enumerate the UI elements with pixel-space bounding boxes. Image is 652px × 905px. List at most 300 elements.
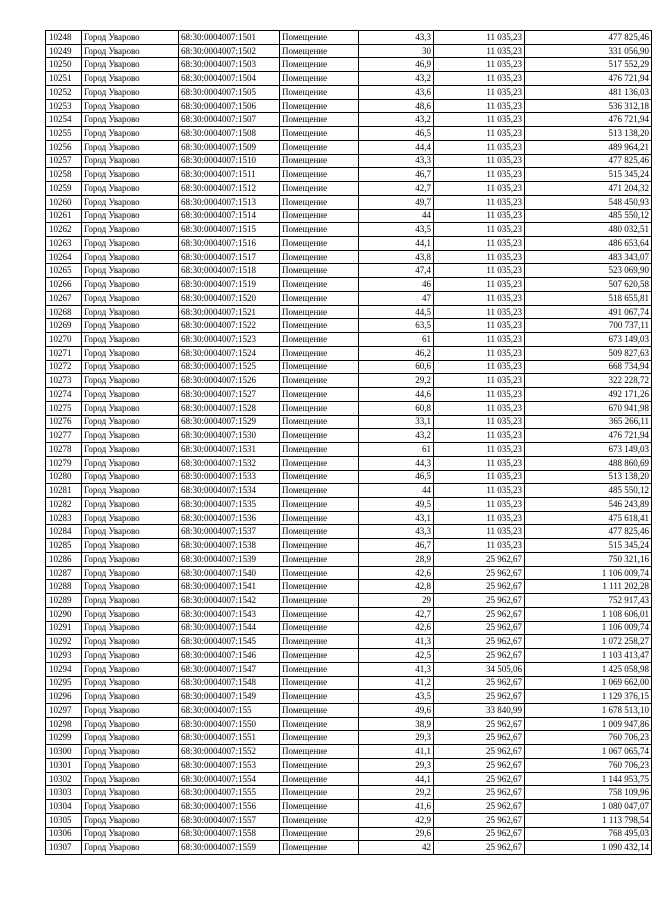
row-number-cell: 10260 bbox=[46, 195, 82, 209]
city-name-cell: Город Уварово bbox=[82, 827, 179, 841]
table-row bbox=[46, 525, 652, 539]
object-type-cell: Помещение bbox=[280, 72, 359, 86]
unit-price-cell: 25 962,67 bbox=[434, 731, 525, 745]
area-value-cell: 44 bbox=[359, 209, 434, 223]
row-number-cell: 10248 bbox=[46, 31, 82, 45]
city-name-cell: Город Уварово bbox=[82, 525, 179, 539]
unit-price-cell: 11 035,23 bbox=[434, 360, 525, 374]
row-number-cell: 10285 bbox=[46, 539, 82, 553]
area-value-cell: 44,4 bbox=[359, 140, 434, 154]
row-number-cell: 10306 bbox=[46, 827, 82, 841]
city-name-cell: Город Уварово bbox=[82, 484, 179, 498]
city-name-cell: Город Уварово bbox=[82, 552, 179, 566]
object-type-cell: Помещение bbox=[280, 827, 359, 841]
table-row bbox=[46, 223, 652, 237]
area-value-cell: 47 bbox=[359, 291, 434, 305]
cadastral-value-cell: 673 149,03 bbox=[525, 333, 652, 347]
city-name-cell: Город Уварово bbox=[82, 127, 179, 141]
cadastral-number-cell: 68:30:0004007:1523 bbox=[179, 333, 280, 347]
cadastral-number-cell: 68:30:0004007:1511 bbox=[179, 168, 280, 182]
cadastral-number-cell: 68:30:0004007:1520 bbox=[179, 291, 280, 305]
object-type-cell: Помещение bbox=[280, 113, 359, 127]
city-name-cell: Город Уварово bbox=[82, 745, 179, 759]
unit-price-cell: 11 035,23 bbox=[434, 168, 525, 182]
cadastral-value-cell: 515 345,24 bbox=[525, 539, 652, 553]
row-number-cell: 10276 bbox=[46, 415, 82, 429]
area-value-cell: 46 bbox=[359, 278, 434, 292]
area-value-cell: 43,5 bbox=[359, 223, 434, 237]
row-number-cell: 10273 bbox=[46, 374, 82, 388]
unit-price-cell: 11 035,23 bbox=[434, 209, 525, 223]
area-value-cell: 63,5 bbox=[359, 319, 434, 333]
table-row bbox=[46, 237, 652, 251]
cadastral-value-cell: 331 056,90 bbox=[525, 44, 652, 58]
cadastral-value-cell: 491 067,74 bbox=[525, 305, 652, 319]
table-row bbox=[46, 127, 652, 141]
cadastral-value-cell: 1 108 606,01 bbox=[525, 607, 652, 621]
unit-price-cell: 25 962,67 bbox=[434, 676, 525, 690]
unit-price-cell: 25 962,67 bbox=[434, 800, 525, 814]
unit-price-cell: 25 962,67 bbox=[434, 566, 525, 580]
unit-price-cell: 11 035,23 bbox=[434, 374, 525, 388]
object-type-cell: Помещение bbox=[280, 786, 359, 800]
cadastral-number-cell: 68:30:0004007:1534 bbox=[179, 484, 280, 498]
area-value-cell: 43,8 bbox=[359, 250, 434, 264]
table-row bbox=[46, 594, 652, 608]
area-value-cell: 29,2 bbox=[359, 374, 434, 388]
table-row bbox=[46, 662, 652, 676]
city-name-cell: Город Уварово bbox=[82, 195, 179, 209]
object-type-cell: Помещение bbox=[280, 429, 359, 443]
object-type-cell: Помещение bbox=[280, 841, 359, 855]
unit-price-cell: 11 035,23 bbox=[434, 195, 525, 209]
cadastral-value-cell: 1 425 058,98 bbox=[525, 662, 652, 676]
cadastral-value-cell: 485 550,12 bbox=[525, 484, 652, 498]
row-number-cell: 10299 bbox=[46, 731, 82, 745]
table-row bbox=[46, 745, 652, 759]
unit-price-cell: 11 035,23 bbox=[434, 346, 525, 360]
row-number-cell: 10254 bbox=[46, 113, 82, 127]
object-type-cell: Помещение bbox=[280, 676, 359, 690]
object-type-cell: Помещение bbox=[280, 154, 359, 168]
table-row bbox=[46, 31, 652, 45]
cadastral-number-cell: 68:30:0004007:1557 bbox=[179, 813, 280, 827]
area-value-cell: 41,2 bbox=[359, 676, 434, 690]
unit-price-cell: 11 035,23 bbox=[434, 388, 525, 402]
table-row bbox=[46, 388, 652, 402]
unit-price-cell: 25 962,67 bbox=[434, 552, 525, 566]
city-name-cell: Город Уварово bbox=[82, 676, 179, 690]
city-name-cell: Город Уварово bbox=[82, 470, 179, 484]
area-value-cell: 46,7 bbox=[359, 168, 434, 182]
city-name-cell: Город Уварово bbox=[82, 401, 179, 415]
area-value-cell: 60,8 bbox=[359, 401, 434, 415]
cadastral-number-cell: 68:30:0004007:1533 bbox=[179, 470, 280, 484]
area-value-cell: 44 bbox=[359, 484, 434, 498]
object-type-cell: Помещение bbox=[280, 456, 359, 470]
cadastral-number-cell: 68:30:0004007:1519 bbox=[179, 278, 280, 292]
unit-price-cell: 11 035,23 bbox=[434, 278, 525, 292]
table-row bbox=[46, 168, 652, 182]
row-number-cell: 10305 bbox=[46, 813, 82, 827]
object-type-cell: Помещение bbox=[280, 58, 359, 72]
unit-price-cell: 11 035,23 bbox=[434, 44, 525, 58]
object-type-cell: Помещение bbox=[280, 511, 359, 525]
area-value-cell: 29 bbox=[359, 594, 434, 608]
row-number-cell: 10298 bbox=[46, 717, 82, 731]
table-row bbox=[46, 182, 652, 196]
object-type-cell: Помещение bbox=[280, 374, 359, 388]
object-type-cell: Помещение bbox=[280, 662, 359, 676]
cadastral-value-cell: 518 655,81 bbox=[525, 291, 652, 305]
area-value-cell: 41,1 bbox=[359, 745, 434, 759]
cadastral-number-cell: 68:30:0004007:1510 bbox=[179, 154, 280, 168]
cadastral-value-cell: 507 620,58 bbox=[525, 278, 652, 292]
unit-price-cell: 11 035,23 bbox=[434, 443, 525, 457]
cadastral-number-cell: 68:30:0004007:1514 bbox=[179, 209, 280, 223]
table-row bbox=[46, 319, 652, 333]
area-value-cell: 29,2 bbox=[359, 786, 434, 800]
city-name-cell: Город Уварово bbox=[82, 539, 179, 553]
row-number-cell: 10279 bbox=[46, 456, 82, 470]
object-type-cell: Помещение bbox=[280, 237, 359, 251]
unit-price-cell: 11 035,23 bbox=[434, 484, 525, 498]
cadastral-value-cell: 492 171,26 bbox=[525, 388, 652, 402]
unit-price-cell: 11 035,23 bbox=[434, 85, 525, 99]
cadastral-number-cell: 68:30:0004007:1522 bbox=[179, 319, 280, 333]
cadastral-number-cell: 68:30:0004007:1543 bbox=[179, 607, 280, 621]
row-number-cell: 10266 bbox=[46, 278, 82, 292]
table-row bbox=[46, 690, 652, 704]
object-type-cell: Помещение bbox=[280, 731, 359, 745]
table-row bbox=[46, 827, 652, 841]
cadastral-value-cell: 1 144 953,75 bbox=[525, 772, 652, 786]
object-type-cell: Помещение bbox=[280, 539, 359, 553]
table-row bbox=[46, 511, 652, 525]
area-value-cell: 46,5 bbox=[359, 127, 434, 141]
unit-price-cell: 11 035,23 bbox=[434, 113, 525, 127]
row-number-cell: 10301 bbox=[46, 758, 82, 772]
row-number-cell: 10269 bbox=[46, 319, 82, 333]
cadastral-value-cell: 488 860,69 bbox=[525, 456, 652, 470]
city-name-cell: Город Уварово bbox=[82, 346, 179, 360]
cadastral-number-cell: 68:30:0004007:1512 bbox=[179, 182, 280, 196]
city-name-cell: Город Уварово bbox=[82, 511, 179, 525]
row-number-cell: 10281 bbox=[46, 484, 82, 498]
cadastral-number-cell: 68:30:0004007:1548 bbox=[179, 676, 280, 690]
row-number-cell: 10271 bbox=[46, 346, 82, 360]
city-name-cell: Город Уварово bbox=[82, 703, 179, 717]
object-type-cell: Помещение bbox=[280, 566, 359, 580]
area-value-cell: 42 bbox=[359, 841, 434, 855]
area-value-cell: 42,8 bbox=[359, 580, 434, 594]
row-number-cell: 10284 bbox=[46, 525, 82, 539]
unit-price-cell: 25 962,67 bbox=[434, 841, 525, 855]
cadastral-value-cell: 486 653,64 bbox=[525, 237, 652, 251]
table-row bbox=[46, 772, 652, 786]
city-name-cell: Город Уварово bbox=[82, 443, 179, 457]
cadastral-number-cell: 68:30:0004007:1504 bbox=[179, 72, 280, 86]
cadastral-number-cell: 68:30:0004007:1538 bbox=[179, 539, 280, 553]
cadastral-value-cell: 548 450,93 bbox=[525, 195, 652, 209]
cadastral-value-cell: 752 917,43 bbox=[525, 594, 652, 608]
cadastral-value-cell: 476 721,94 bbox=[525, 429, 652, 443]
area-value-cell: 43,2 bbox=[359, 72, 434, 86]
unit-price-cell: 11 035,23 bbox=[434, 470, 525, 484]
object-type-cell: Помещение bbox=[280, 127, 359, 141]
cadastral-number-cell: 68:30:0004007:1517 bbox=[179, 250, 280, 264]
row-number-cell: 10258 bbox=[46, 168, 82, 182]
unit-price-cell: 25 962,67 bbox=[434, 745, 525, 759]
object-type-cell: Помещение bbox=[280, 140, 359, 154]
cadastral-number-cell: 68:30:0004007:1501 bbox=[179, 31, 280, 45]
row-number-cell: 10262 bbox=[46, 223, 82, 237]
cadastral-value-cell: 1 009 947,86 bbox=[525, 717, 652, 731]
object-type-cell: Помещение bbox=[280, 278, 359, 292]
object-type-cell: Помещение bbox=[280, 690, 359, 704]
unit-price-cell: 25 962,67 bbox=[434, 786, 525, 800]
row-number-cell: 10263 bbox=[46, 237, 82, 251]
city-name-cell: Город Уварово bbox=[82, 649, 179, 663]
row-number-cell: 10295 bbox=[46, 676, 82, 690]
cadastral-number-cell: 68:30:0004007:1550 bbox=[179, 717, 280, 731]
area-value-cell: 46,2 bbox=[359, 346, 434, 360]
area-value-cell: 49,7 bbox=[359, 195, 434, 209]
cadastral-number-cell: 68:30:0004007:1529 bbox=[179, 415, 280, 429]
cadastral-number-cell: 68:30:0004007:1521 bbox=[179, 305, 280, 319]
area-value-cell: 33,1 bbox=[359, 415, 434, 429]
city-name-cell: Город Уварово bbox=[82, 154, 179, 168]
row-number-cell: 10250 bbox=[46, 58, 82, 72]
object-type-cell: Помещение bbox=[280, 552, 359, 566]
area-value-cell: 49,6 bbox=[359, 703, 434, 717]
cadastral-value-cell: 1 129 376,15 bbox=[525, 690, 652, 704]
row-number-cell: 10257 bbox=[46, 154, 82, 168]
object-type-cell: Помещение bbox=[280, 44, 359, 58]
cadastral-number-cell: 68:30:0004007:1531 bbox=[179, 443, 280, 457]
area-value-cell: 43,2 bbox=[359, 113, 434, 127]
row-number-cell: 10261 bbox=[46, 209, 82, 223]
area-value-cell: 43,6 bbox=[359, 85, 434, 99]
table-row bbox=[46, 758, 652, 772]
area-value-cell: 29,6 bbox=[359, 827, 434, 841]
cadastral-value-cell: 1 080 047,07 bbox=[525, 800, 652, 814]
table-row bbox=[46, 566, 652, 580]
row-number-cell: 10293 bbox=[46, 649, 82, 663]
cadastral-number-cell: 68:30:0004007:1516 bbox=[179, 237, 280, 251]
cadastral-number-cell: 68:30:0004007:1515 bbox=[179, 223, 280, 237]
row-number-cell: 10268 bbox=[46, 305, 82, 319]
table-row bbox=[46, 635, 652, 649]
unit-price-cell: 25 962,67 bbox=[434, 758, 525, 772]
area-value-cell: 46,5 bbox=[359, 470, 434, 484]
row-number-cell: 10290 bbox=[46, 607, 82, 621]
city-name-cell: Город Уварово bbox=[82, 305, 179, 319]
city-name-cell: Город Уварово bbox=[82, 85, 179, 99]
cadastral-number-cell: 68:30:0004007:1552 bbox=[179, 745, 280, 759]
area-value-cell: 48,6 bbox=[359, 99, 434, 113]
city-name-cell: Город Уварово bbox=[82, 278, 179, 292]
city-name-cell: Город Уварово bbox=[82, 813, 179, 827]
object-type-cell: Помещение bbox=[280, 415, 359, 429]
unit-price-cell: 25 962,67 bbox=[434, 717, 525, 731]
city-name-cell: Город Уварово bbox=[82, 374, 179, 388]
area-value-cell: 29,3 bbox=[359, 758, 434, 772]
area-value-cell: 28,9 bbox=[359, 552, 434, 566]
cadastral-value-cell: 546 243,89 bbox=[525, 497, 652, 511]
table-row bbox=[46, 443, 652, 457]
row-number-cell: 10294 bbox=[46, 662, 82, 676]
row-number-cell: 10280 bbox=[46, 470, 82, 484]
row-number-cell: 10267 bbox=[46, 291, 82, 305]
cadastral-number-cell: 68:30:0004007:1524 bbox=[179, 346, 280, 360]
cadastral-value-cell: 768 495,03 bbox=[525, 827, 652, 841]
area-value-cell: 49,5 bbox=[359, 497, 434, 511]
area-value-cell: 42,7 bbox=[359, 607, 434, 621]
area-value-cell: 44,3 bbox=[359, 456, 434, 470]
table-row bbox=[46, 250, 652, 264]
object-type-cell: Помещение bbox=[280, 250, 359, 264]
object-type-cell: Помещение bbox=[280, 484, 359, 498]
area-value-cell: 41,3 bbox=[359, 635, 434, 649]
cadastral-number-cell: 68:30:0004007:1525 bbox=[179, 360, 280, 374]
cadastral-number-cell: 68:30:0004007:1506 bbox=[179, 99, 280, 113]
cadastral-value-cell: 673 149,03 bbox=[525, 443, 652, 457]
object-type-cell: Помещение bbox=[280, 594, 359, 608]
city-name-cell: Город Уварово bbox=[82, 621, 179, 635]
area-value-cell: 43,3 bbox=[359, 525, 434, 539]
city-name-cell: Город Уварово bbox=[82, 497, 179, 511]
unit-price-cell: 11 035,23 bbox=[434, 456, 525, 470]
cadastral-number-cell: 68:30:0004007:1532 bbox=[179, 456, 280, 470]
unit-price-cell: 11 035,23 bbox=[434, 415, 525, 429]
object-type-cell: Помещение bbox=[280, 525, 359, 539]
unit-price-cell: 33 840,99 bbox=[434, 703, 525, 717]
cadastral-value-cell: 517 552,29 bbox=[525, 58, 652, 72]
row-number-cell: 10292 bbox=[46, 635, 82, 649]
cadastral-number-cell: 68:30:0004007:1508 bbox=[179, 127, 280, 141]
cadastral-number-cell: 68:30:0004007:1530 bbox=[179, 429, 280, 443]
table-row bbox=[46, 841, 652, 855]
cadastral-value-cell: 480 032,51 bbox=[525, 223, 652, 237]
area-value-cell: 42,9 bbox=[359, 813, 434, 827]
cadastral-number-cell: 68:30:0004007:1556 bbox=[179, 800, 280, 814]
object-type-cell: Помещение bbox=[280, 31, 359, 45]
object-type-cell: Помещение bbox=[280, 813, 359, 827]
city-name-cell: Город Уварово bbox=[82, 415, 179, 429]
city-name-cell: Город Уварово bbox=[82, 168, 179, 182]
table-row bbox=[46, 470, 652, 484]
city-name-cell: Город Уварово bbox=[82, 319, 179, 333]
table-row bbox=[46, 305, 652, 319]
unit-price-cell: 25 962,67 bbox=[434, 827, 525, 841]
area-value-cell: 46,7 bbox=[359, 539, 434, 553]
object-type-cell: Помещение bbox=[280, 401, 359, 415]
unit-price-cell: 11 035,23 bbox=[434, 264, 525, 278]
unit-price-cell: 11 035,23 bbox=[434, 539, 525, 553]
object-type-cell: Помещение bbox=[280, 580, 359, 594]
area-value-cell: 38,9 bbox=[359, 717, 434, 731]
table-row bbox=[46, 813, 652, 827]
row-number-cell: 10265 bbox=[46, 264, 82, 278]
cadastral-value-cell: 1 103 413,47 bbox=[525, 649, 652, 663]
row-number-cell: 10297 bbox=[46, 703, 82, 717]
cadastral-number-cell: 68:30:0004007:1503 bbox=[179, 58, 280, 72]
area-value-cell: 46,9 bbox=[359, 58, 434, 72]
row-number-cell: 10274 bbox=[46, 388, 82, 402]
cadastral-value-cell: 475 618,41 bbox=[525, 511, 652, 525]
cadastral-value-cell: 476 721,94 bbox=[525, 72, 652, 86]
unit-price-cell: 11 035,23 bbox=[434, 525, 525, 539]
document-page bbox=[45, 30, 649, 855]
city-name-cell: Город Уварово bbox=[82, 113, 179, 127]
table-row bbox=[46, 346, 652, 360]
table-row bbox=[46, 113, 652, 127]
cadastral-value-cell: 760 706,23 bbox=[525, 758, 652, 772]
row-number-cell: 10307 bbox=[46, 841, 82, 855]
city-name-cell: Город Уварово bbox=[82, 429, 179, 443]
cadastral-number-cell: 68:30:0004007:1558 bbox=[179, 827, 280, 841]
unit-price-cell: 11 035,23 bbox=[434, 429, 525, 443]
cadastral-number-cell: 68:30:0004007:1555 bbox=[179, 786, 280, 800]
unit-price-cell: 25 962,67 bbox=[434, 649, 525, 663]
table-row bbox=[46, 497, 652, 511]
table-row bbox=[46, 360, 652, 374]
area-value-cell: 44,1 bbox=[359, 772, 434, 786]
row-number-cell: 10296 bbox=[46, 690, 82, 704]
city-name-cell: Город Уварово bbox=[82, 237, 179, 251]
area-value-cell: 43,2 bbox=[359, 429, 434, 443]
area-value-cell: 44,5 bbox=[359, 305, 434, 319]
cadastral-value-cell: 1 069 662,00 bbox=[525, 676, 652, 690]
cadastral-value-cell: 322 228,72 bbox=[525, 374, 652, 388]
unit-price-cell: 11 035,23 bbox=[434, 58, 525, 72]
city-name-cell: Город Уварово bbox=[82, 566, 179, 580]
cadastral-value-cell: 483 343,07 bbox=[525, 250, 652, 264]
table-row bbox=[46, 154, 652, 168]
object-type-cell: Помещение bbox=[280, 319, 359, 333]
city-name-cell: Город Уварово bbox=[82, 607, 179, 621]
city-name-cell: Город Уварово bbox=[82, 772, 179, 786]
unit-price-cell: 11 035,23 bbox=[434, 511, 525, 525]
cadastral-value-cell: 536 312,18 bbox=[525, 99, 652, 113]
unit-price-cell: 11 035,23 bbox=[434, 319, 525, 333]
cadastral-number-cell: 68:30:0004007:1559 bbox=[179, 841, 280, 855]
row-number-cell: 10283 bbox=[46, 511, 82, 525]
property-table-body bbox=[46, 31, 652, 855]
table-row bbox=[46, 85, 652, 99]
cadastral-value-cell: 670 941,98 bbox=[525, 401, 652, 415]
table-row bbox=[46, 484, 652, 498]
city-name-cell: Город Уварово bbox=[82, 731, 179, 745]
cadastral-number-cell: 68:30:0004007:1541 bbox=[179, 580, 280, 594]
cadastral-number-cell: 68:30:0004007:155 bbox=[179, 703, 280, 717]
object-type-cell: Помещение bbox=[280, 443, 359, 457]
unit-price-cell: 11 035,23 bbox=[434, 140, 525, 154]
city-name-cell: Город Уварово bbox=[82, 291, 179, 305]
city-name-cell: Город Уварово bbox=[82, 182, 179, 196]
unit-price-cell: 11 035,23 bbox=[434, 497, 525, 511]
area-value-cell: 43,5 bbox=[359, 690, 434, 704]
cadastral-number-cell: 68:30:0004007:1537 bbox=[179, 525, 280, 539]
cadastral-value-cell: 1 072 258,27 bbox=[525, 635, 652, 649]
unit-price-cell: 11 035,23 bbox=[434, 333, 525, 347]
table-row bbox=[46, 72, 652, 86]
object-type-cell: Помещение bbox=[280, 85, 359, 99]
cadastral-number-cell: 68:30:0004007:1528 bbox=[179, 401, 280, 415]
table-row bbox=[46, 580, 652, 594]
city-name-cell: Город Уварово bbox=[82, 580, 179, 594]
